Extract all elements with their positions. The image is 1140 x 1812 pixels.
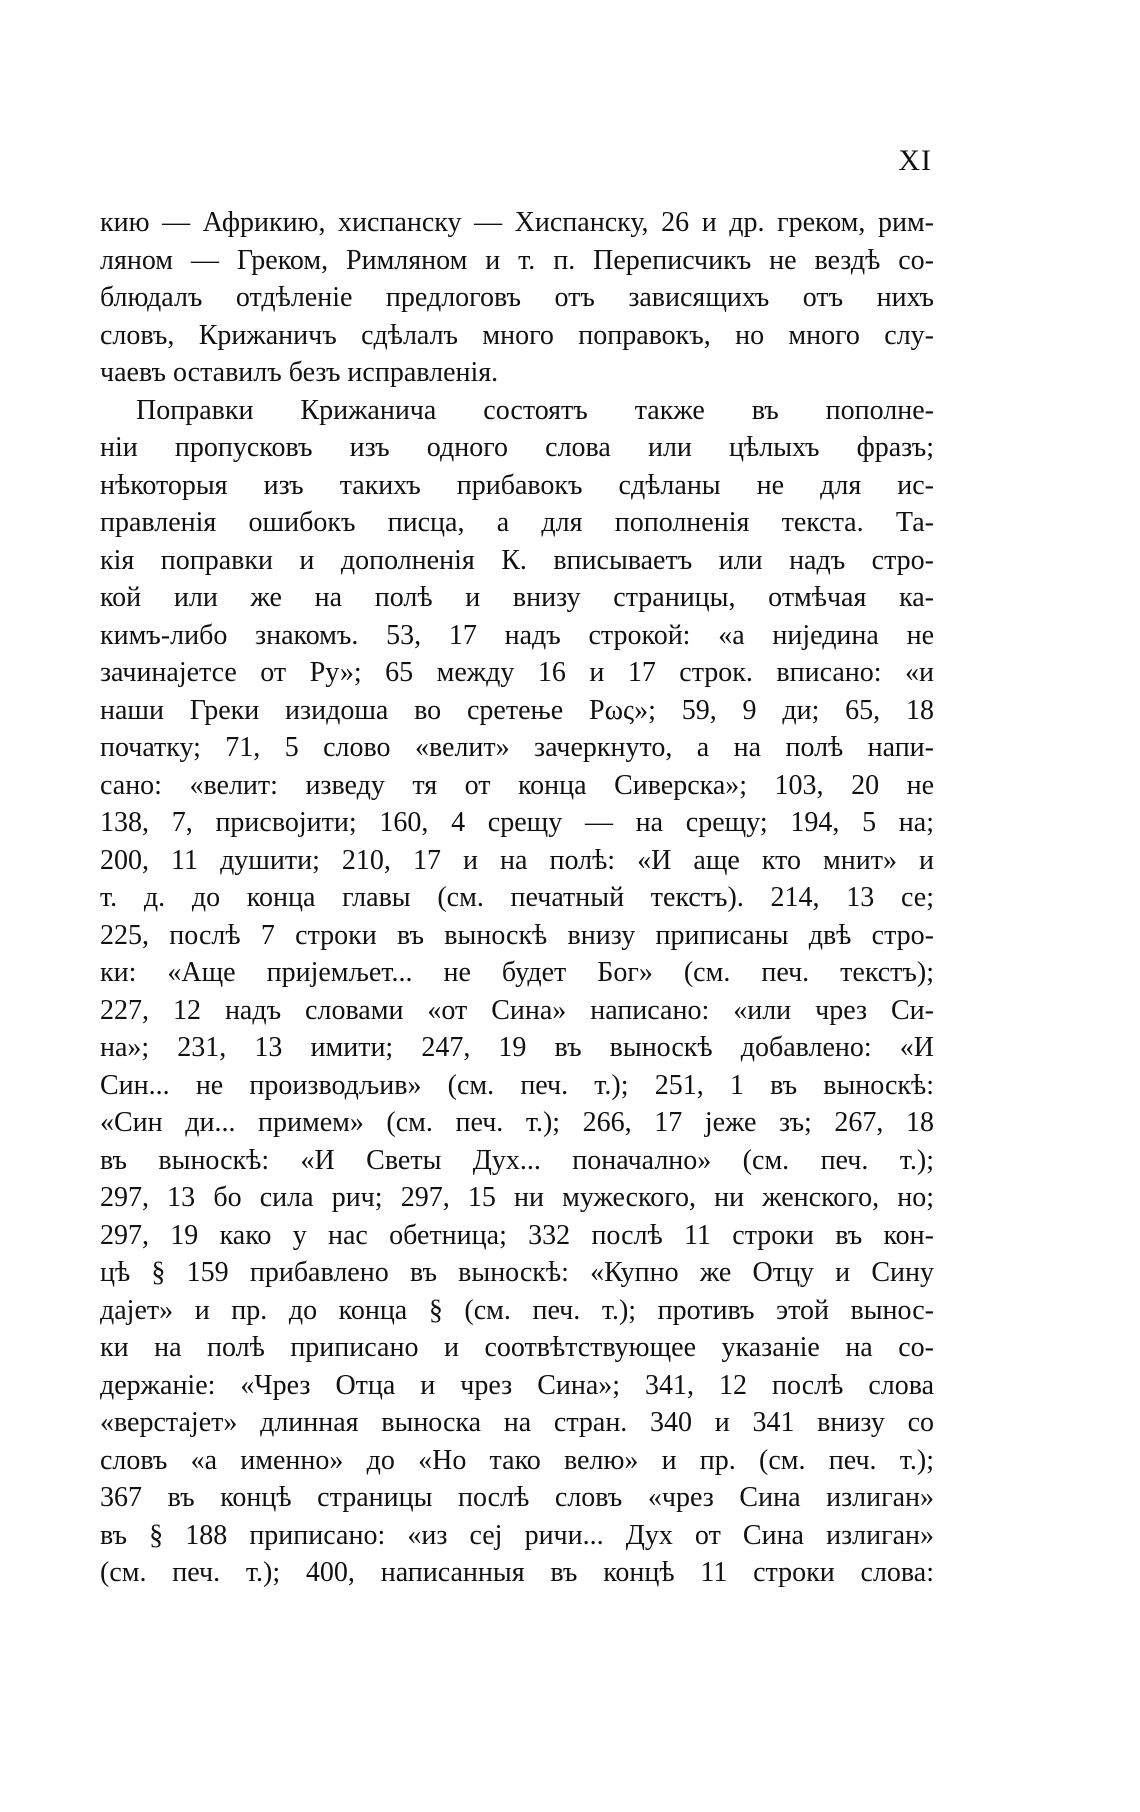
text-line: т. д. до конца главы (см. печатный текстъ). 214, 13 се; — [100, 882, 934, 913]
text-line: словъ, Крижаничъ сдѣлалъ много поправокъ, но много слу- — [100, 319, 934, 351]
text-line: кию — Африкию, хиспанску — Хиспанску, 26 и др. греком, рим- — [100, 207, 934, 238]
text-line: кимъ-либо знакомъ. 53, 17 надъ строкой: «а ниједина не — [100, 619, 934, 651]
text-line: 297, 13 бо сила рич; 297, 15 ни мужеского, ни женского, но; — [100, 1182, 934, 1213]
text-line: словъ «а именно» до «Но тако велю» и пр. (см. печ. т.); — [100, 1444, 934, 1476]
text-line: 297, 19 како у нас обетница; 332 послѣ 11 строки въ кон- — [100, 1219, 934, 1251]
text-line: кія поправки и дополненія К. вписываетъ или надъ стро- — [100, 544, 934, 576]
text-line: ки: «Аще пријемљет... не будет Бог» (см. печ. текстъ); — [100, 957, 934, 988]
text-line: Син... не производљив» (см. печ. т.); 251, 1 въ выноскѣ: — [100, 1069, 934, 1101]
text-line: чаевъ оставилъ безъ исправленія. — [100, 357, 499, 388]
text-line: ляном — Греком, Римляном и т. п. Переписчикъ не вездѣ со- — [100, 244, 934, 276]
text-line: «верстајет» длинная выноска на стран. 340 и 341 внизу со — [100, 1407, 934, 1438]
text-line: ніи пропусковъ изъ одного слова или цѣлыхъ фразъ; — [100, 432, 934, 463]
text-line: держаніе: «Чрез Отца и чрез Сина»; 341, 12 послѣ слова — [100, 1369, 934, 1401]
text-line: 225, послѣ 7 строки въ выноскѣ внизу приписаны двѣ стро- — [100, 919, 934, 951]
text-line: 227, 12 надъ словами «от Сина» написано: «или чрез Си- — [100, 994, 934, 1026]
text-line: ки на полѣ приписано и соотвѣтствующее указаніе на со- — [100, 1332, 934, 1363]
text-line: въ § 188 приписано: «из сеј ричи... Дух от Сина излиган» — [100, 1519, 934, 1551]
text-line: на»; 231, 13 имити; 247, 19 въ выноскѣ добавлено: «И — [100, 1032, 934, 1063]
text-line: дајет» и пр. до конца § (см. печ. т.); противъ этой вынос- — [100, 1294, 934, 1326]
body-text — [100, 204, 934, 1592]
text-line: сано: «велит: изведу тя от конца Сиверска»; 103, 20 не — [100, 769, 934, 801]
text-line: наши Греки изидоша во сретење Рως»; 59, 9 ди; 65, 18 — [100, 694, 934, 726]
text-line: початку; 71, 5 слово «велит» зачеркнуто, а на полѣ напи- — [100, 732, 934, 763]
text-line: Поправки Крижанича состоятъ также въ пополне- — [136, 394, 934, 426]
text-line: нѣкоторыя изъ такихъ прибавокъ сдѣланы не для ис- — [100, 469, 934, 501]
page-number: XI — [898, 144, 932, 177]
text-line: (см. печ. т.); 400, написанныя въ концѣ 11 строки слова: — [100, 1557, 934, 1588]
text-line: «Син ди... примем» (см. печ. т.); 266, 17 јеже зъ; 267, 18 — [100, 1107, 934, 1138]
text-line: зачинајетсе от Ру»; 65 между 16 и 17 строк. вписано: «и — [100, 657, 934, 688]
text-line: правленія ошибокъ писца, а для пополненія текста. Та- — [100, 507, 934, 538]
text-line: 138, 7, присвојити; 160, 4 срещу — на срещу; 194, 5 на; — [100, 807, 934, 838]
text-line: блюдалъ отдѣленіе предлоговъ отъ зависящихъ отъ нихъ — [100, 282, 934, 313]
text-line: цѣ § 159 прибавлено въ выноскѣ: «Купно же Отцу и Сину — [100, 1257, 934, 1288]
text-line: кой или же на полѣ и внизу страницы, отмѣчая ка- — [100, 582, 934, 613]
text-line: 367 въ концѣ страницы послѣ словъ «чрез Сина излиган» — [100, 1482, 934, 1513]
text-line: въ выноскѣ: «И Светы Дух... поначално» (см. печ. т.); — [100, 1144, 934, 1176]
text-line: 200, 11 душити; 210, 17 и на полѣ: «И аще кто мнит» и — [100, 844, 934, 876]
